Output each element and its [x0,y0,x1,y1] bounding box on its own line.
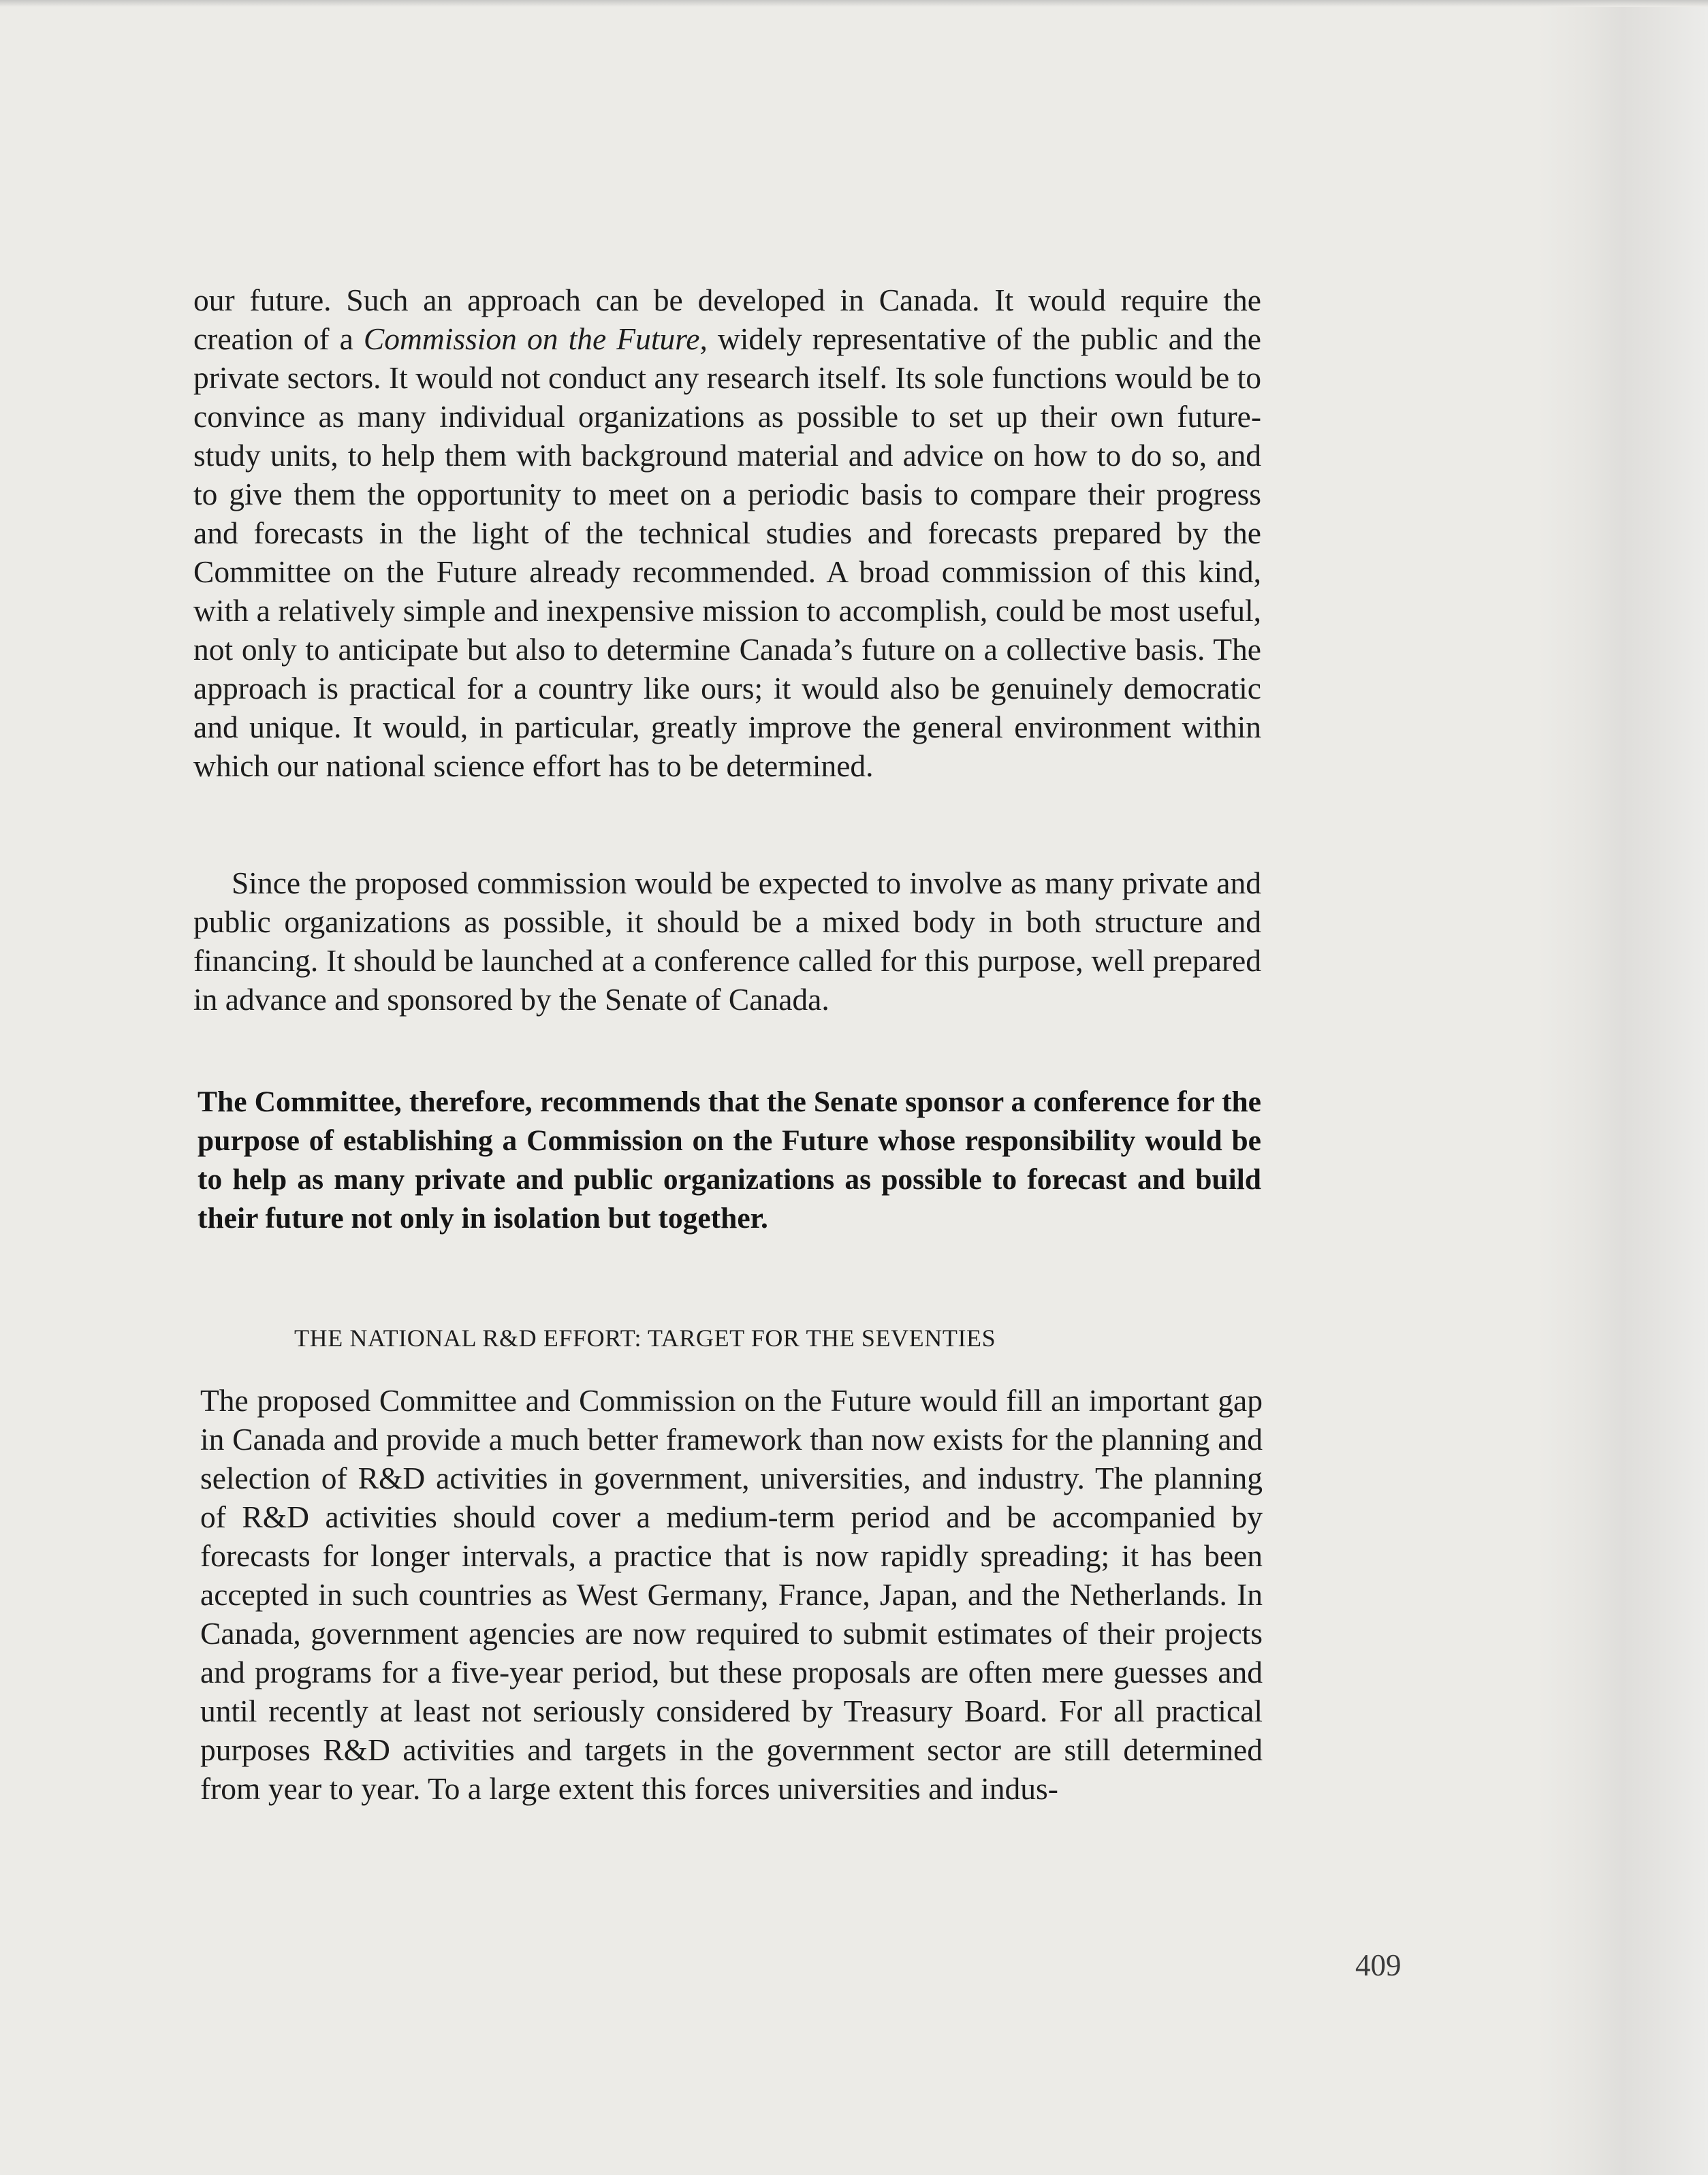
paragraph-text-start: our future. Such an approach can be developed in Canada. It would require the creation of a [193,283,1261,356]
paragraph-national-rd-effort [200,1381,1263,1808]
italic-commission-title: Commission on the Future, [363,321,708,356]
paragraph-text: The proposed Committee and Commission on the Future would fill an important gap in Canada and provide a much better framework than now exists for the planning and selection of R&D activities in government, universities, and industry. The planning of R&D activities should cover a medium-term period and be accompanied by forecasts for longer intervals, a practice that is now rapidly spreading; it has been accepted in such countries as West Germany, France, Japan, and the Netherlands. In Canada, government agencies are now required to submit estimates of their projects and programs for a five-year period, but these proposals are often mere guesses and until recently at least not seriously considered by Treasury Board. For all practical purposes R&D activities and targets in the government sector are still determined from year to year. To a large extent this forces universities and indus- [200,1383,1263,1806]
page-top-edge [0,0,1708,7]
paragraph-proposed-commission [193,863,1261,1019]
committee-recommendation: The Committee, therefore, recommends that the Senate sponsor a conference for the purpose of establishing a Commission on the Future whose responsibility would be to help as many private and public organizations as possible to forecast and build their future not only in isolation but together. [197,1085,1261,1235]
paragraph-commission-on-the-future [193,281,1261,785]
paragraph-text [193,281,1261,785]
page-number: 409 [1355,1948,1402,1982]
paragraph-text: Since the proposed commission would be expected to involve as many private and public organizations as possible, it should be a mixed body in both structure and financing. It should be launched at a conference called for this purpose, well prepared in advance and sponsored by the Senate of Canada. [193,866,1261,1017]
section-heading: THE NATIONAL R&D EFFORT: TARGET FOR THE SEVENTIES [294,1324,996,1352]
paragraph-text-end: widely representative of the public and the private sectors. It would not conduct any research itself. Its sole functions would be to convince as many individual organizations as possible to set up their own future-study units, to help them with background material and advice on how to do so, and to give them the opportunity to meet on a periodic basis to compare their progress and forecasts in the light of the technical studies and forecasts prepared by the Committee on the Future already recommended. A broad commission of this kind, with a relatively simple and inexpensive mission to accomplish, could be most useful, not only to anticipate but also to determine Canada’s future on a collective basis. The approach is practical for a country like ours; it would also be genuinely democratic and unique. It would, in particular, greatly improve the general environment within which our national science effort has to be determined. [193,321,1261,783]
